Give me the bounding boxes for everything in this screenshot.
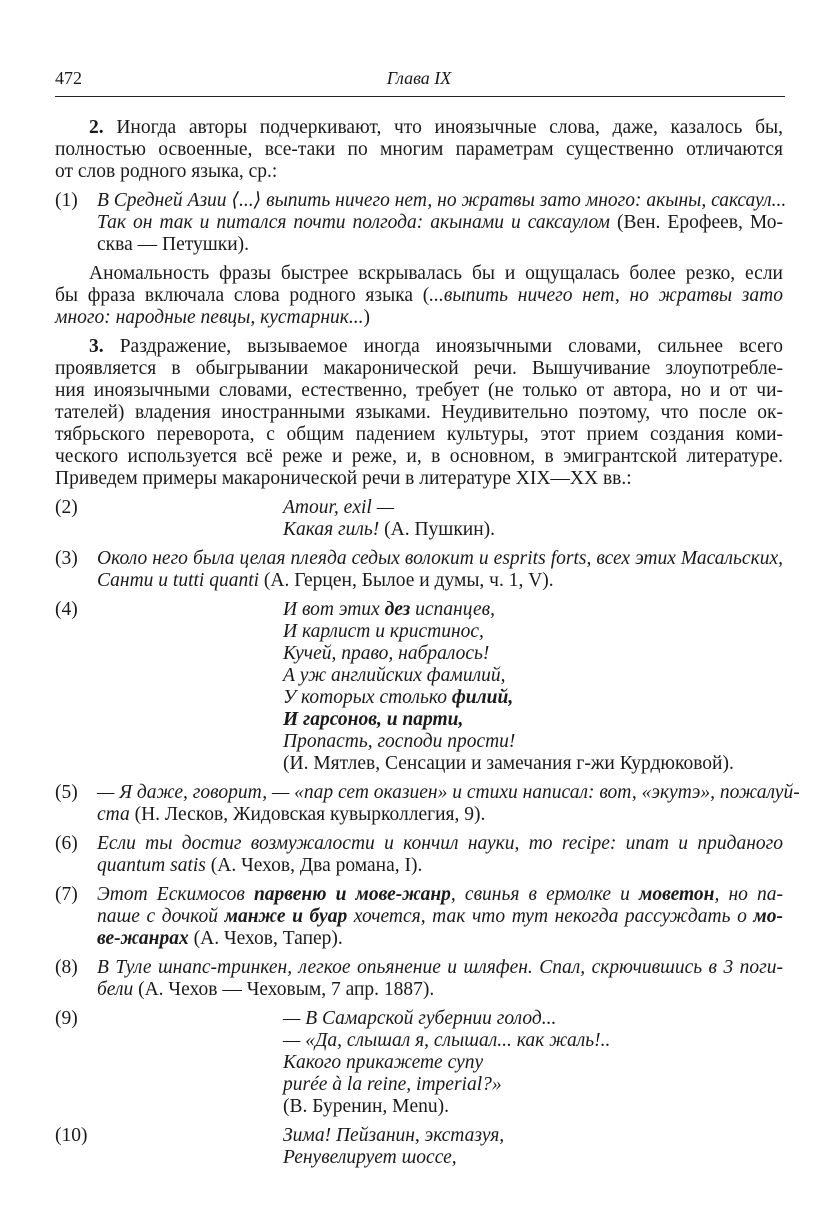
example-number: (1) <box>55 190 78 211</box>
paragraph <box>55 336 783 490</box>
italic-text: У которых столько <box>283 687 452 708</box>
text-line <box>283 687 783 709</box>
text-line <box>97 548 783 570</box>
example <box>55 884 783 950</box>
italic-text: Пропасть, господи прости! <box>283 731 516 752</box>
text-run: ) <box>363 307 371 328</box>
text-line <box>55 336 783 358</box>
italic-text: , свинья в ермолке и <box>450 884 640 905</box>
text-run: проявляется в обыгрывании макаронической речи. Вышучивание злоупотребле- <box>55 358 783 379</box>
text-run: ния иноязычными словами, естественно, требует (не только от автора, но и от чи- <box>55 380 783 401</box>
text-line <box>97 782 800 804</box>
text-line <box>55 380 783 402</box>
bold-text: И гарсонов, и парти, <box>283 709 464 730</box>
page-number: 472 <box>55 68 82 88</box>
text-run: Приведем примеры макаронической речи в литературе XIX—XX вв.: <box>55 468 632 489</box>
text-run: сква — Петушки). <box>97 234 250 255</box>
italic-text: испанцев, <box>410 599 495 620</box>
verse-example <box>55 1125 783 1169</box>
italic-text: Amour, exil — <box>283 497 395 518</box>
text-line <box>283 599 783 621</box>
paragraph <box>55 117 783 183</box>
text-line <box>283 497 783 519</box>
verse-example <box>55 599 783 775</box>
text-line <box>55 307 783 329</box>
verse-example <box>55 497 783 541</box>
paragraph <box>55 263 783 329</box>
italic-text: Около него была целая плеяда седых волокит и esprits forts, всех этих Масальских, <box>97 548 783 569</box>
text-line <box>283 665 783 687</box>
text-line <box>55 424 783 446</box>
text-line <box>55 263 783 285</box>
text-line <box>97 234 783 256</box>
italic-text: Если ты достиг возмужалости и кончил науки, то recipe: ипат и приданого <box>97 833 783 854</box>
text-line <box>55 358 783 380</box>
bold-text: филий, <box>451 687 514 708</box>
bold-text: дез <box>384 599 411 620</box>
text-run: ческого используется всё реже и реже, и, в основном, в эмигрантской литературе. <box>55 446 783 467</box>
text-line <box>97 570 783 592</box>
header-rule <box>55 96 785 97</box>
text-line <box>55 446 783 468</box>
text-line <box>283 643 783 665</box>
italic-text: — «Да, слышал я, слышал... как жаль!.. <box>283 1030 611 1051</box>
example <box>55 957 783 1001</box>
italic-text: Какого прикажете супу <box>283 1052 484 1073</box>
text-run: (Н. Лесков, Жидовская кувырколлегия, 9). <box>129 804 486 825</box>
text-line <box>97 855 783 877</box>
text-line <box>283 519 783 541</box>
text-line <box>97 804 783 826</box>
italic-text: много: народные певцы, кустарник... <box>55 307 364 328</box>
text-run: (А. Пушкин). <box>379 519 496 540</box>
text-line <box>283 753 783 775</box>
text-line <box>55 468 783 490</box>
text-run: бы фраза включала слова родного языка ( <box>55 285 430 306</box>
text-run: Раздражение, вызываемое иногда иноязычными словами, сильнее всего <box>103 336 783 357</box>
text-line <box>55 285 783 307</box>
text-line <box>97 212 783 234</box>
text-line <box>283 1147 783 1169</box>
italic-text: Этот Ескимосов <box>97 884 254 905</box>
text-line <box>97 190 787 212</box>
italic-text: , но па- <box>714 884 784 905</box>
text-line <box>55 402 783 424</box>
example-number: (7) <box>55 884 78 905</box>
verse-example <box>55 1008 783 1118</box>
text-run: Аномальность фразы быстрее вскрывалась бы и ощущалась более резко, если <box>89 263 783 284</box>
example-number: (2) <box>55 497 78 518</box>
text-line <box>97 928 783 950</box>
italic-text: паше с дочкой <box>97 906 225 927</box>
italic-text: Какая гиль! <box>283 519 380 540</box>
text-run: тателей) владения иностранными языками. Неудивительно поэтому, что после ок- <box>55 402 783 423</box>
example <box>55 190 787 256</box>
italic-text: А уж английских фамилий, <box>283 665 506 686</box>
text-line <box>283 1096 783 1118</box>
italic-text: — Я даже, говорит, — «пар сет оказиен» и стихи написал: вот, «экутэ», пожалуй- <box>97 782 800 803</box>
page-body <box>55 117 800 1176</box>
text-line <box>55 139 783 161</box>
bold-text: моветон <box>639 884 715 905</box>
italic-text: Так он так и питался почти полгода: акынами и саксаулом <box>97 212 610 233</box>
italic-text: Ренувелирует шоссе, <box>283 1147 457 1168</box>
italic-text: Зима! Пейзанин, экстазуя, <box>283 1125 505 1146</box>
italic-text: бели <box>97 979 134 1000</box>
text-run: (А. Герцен, Былое и думы, ч. 1, V). <box>259 570 554 591</box>
italic-text: Кучей, право, набралось! <box>283 643 490 664</box>
bold-text: 3. <box>89 336 104 357</box>
bold-text: манже и буар <box>224 906 348 927</box>
italic-text: ста <box>97 804 130 825</box>
italic-text: quantum satis <box>97 855 206 876</box>
text-line <box>55 161 783 183</box>
text-run: (А. Чехов, Тапер). <box>188 928 343 949</box>
italic-text: хочется, так что тут некогда рассуждать о <box>347 906 754 927</box>
text-line <box>97 884 783 906</box>
text-line <box>283 1008 783 1030</box>
text-line <box>283 621 783 643</box>
text-run: (А. Чехов — Чеховым, 7 апр. 1887). <box>133 979 435 1000</box>
example-number: (8) <box>55 957 78 978</box>
text-line <box>283 1125 783 1147</box>
text-run: (И. Мятлев, Сенсации и замечания г-жи Курдюковой). <box>283 753 734 774</box>
text-line <box>97 833 783 855</box>
example-number: (4) <box>55 599 78 620</box>
italic-text: И вот этих <box>283 599 385 620</box>
text-line <box>283 1074 783 1096</box>
text-run: (А. Чехов, Два романа, I). <box>205 855 423 876</box>
italic-text: И карлист и кристинос, <box>283 621 484 642</box>
text-run: от слов родного языка, ср.: <box>55 161 278 182</box>
bold-text: ве-жанрах <box>97 928 189 949</box>
text-run: тябрьского переворота, с общим падением культуры, этот прием создания коми- <box>55 424 783 445</box>
running-header <box>55 68 783 92</box>
italic-text: Санти и tutti quanti <box>97 570 260 591</box>
italic-text: ...выпить ничего нет, но жратвы зато <box>429 285 783 306</box>
bold-text: 2. <box>89 117 104 138</box>
text-line <box>283 731 783 753</box>
bold-text: парвеню и мове-жанр <box>253 884 451 905</box>
text-run: полностью освоенные, все-таки по многим параметрам существенно отличаются <box>55 139 783 160</box>
text-run: (Вен. Ерофеев, Мо- <box>609 212 783 233</box>
italic-text: purée à la reine, imperial?» <box>283 1074 502 1095</box>
example <box>55 548 783 592</box>
example-number: (10) <box>55 1125 88 1146</box>
example-number: (5) <box>55 782 78 803</box>
bold-text: мо- <box>753 906 784 927</box>
text-line <box>283 1052 783 1074</box>
example-number: (9) <box>55 1008 78 1029</box>
example <box>55 833 783 877</box>
text-line <box>55 117 783 139</box>
italic-text: — В Самарской губернии голод... <box>283 1008 557 1029</box>
italic-text: В Туле шнапс-тринкен, легкое опьянение и шляфен. Спал, скрючившись в 3 поги- <box>97 957 783 978</box>
italic-text: В Средней Азии ⟨...⟩ выпить ничего нет, но жратвы зато много: акыны, саксаул... <box>97 190 787 211</box>
text-line <box>97 979 783 1001</box>
text-run: Иногда авторы подчеркивают, что иноязычные слова, даже, казалось бы, <box>103 117 783 138</box>
example-number: (3) <box>55 548 78 569</box>
example-number: (6) <box>55 833 78 854</box>
chapter-title: Глава IX <box>386 68 452 88</box>
text-line <box>283 709 783 731</box>
text-line <box>97 957 783 979</box>
text-line <box>283 1030 783 1052</box>
example <box>55 782 800 826</box>
text-run: (В. Буренин, Menu). <box>283 1096 450 1117</box>
text-line <box>97 906 783 928</box>
